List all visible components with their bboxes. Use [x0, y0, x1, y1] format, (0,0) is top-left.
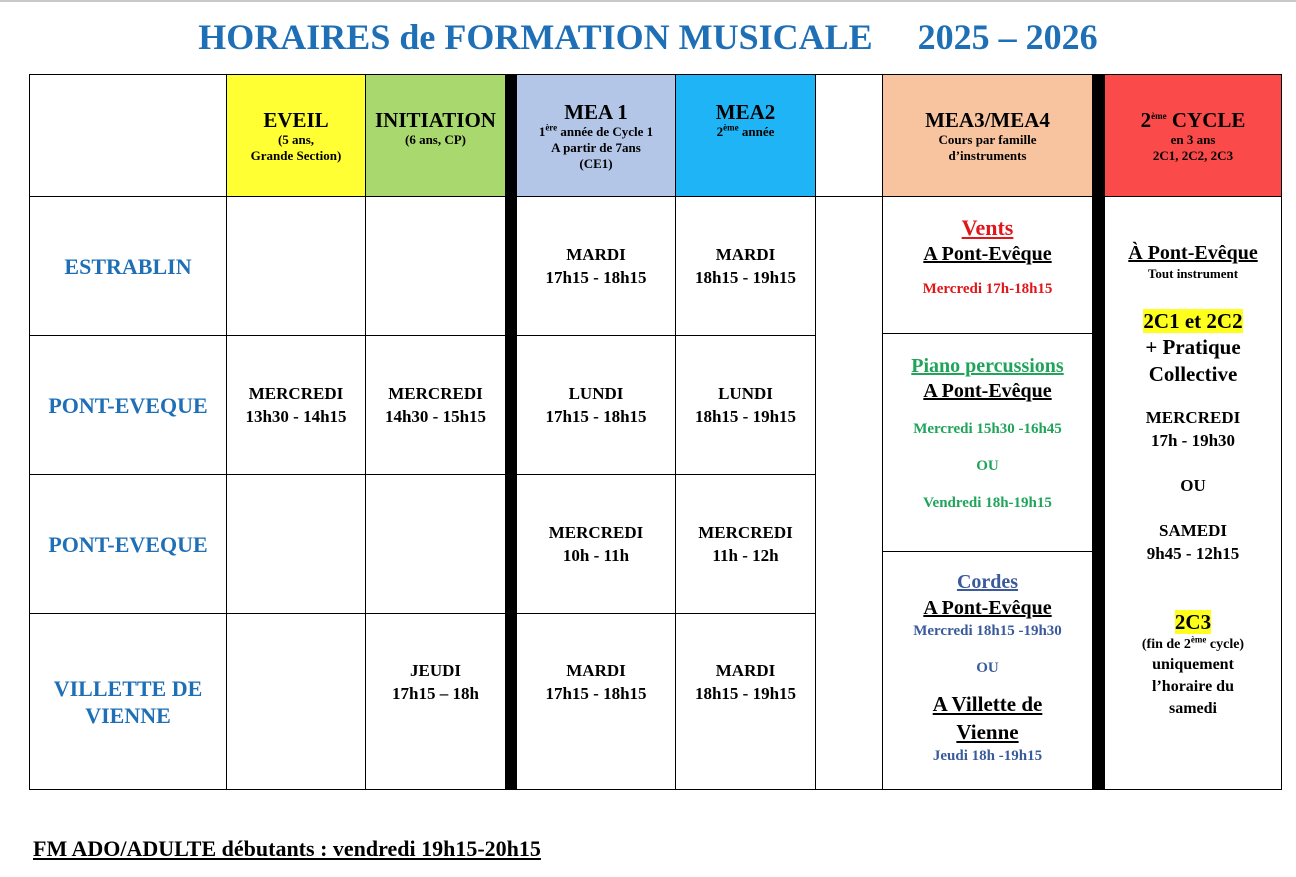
- header-cycle2-sub2: 2C1, 2C2, 2C3: [1152, 147, 1234, 163]
- header-mea34-name: MEA3/MEA4: [925, 107, 1050, 132]
- schedule-time: 17h15 - 18h15: [545, 407, 647, 426]
- header-mea34-sub2: d’instruments: [948, 147, 1027, 163]
- mea34-piano-place: A Pont-Evêque: [923, 380, 1052, 402]
- schedule-cell-mea2: [675, 474, 816, 614]
- header-cycle2-name: 2ème CYCLE: [1140, 107, 1246, 132]
- header-eveil: [226, 74, 366, 197]
- spacer-column: [815, 196, 883, 790]
- schedule-time: 10h - 11h: [562, 546, 630, 565]
- header-mea34-sub1: Cours par famille: [938, 131, 1037, 147]
- header-mea2-sub1: 2ème année: [716, 122, 775, 139]
- header-initiation-sub1: (6 ans, CP): [404, 131, 467, 147]
- mea34-cordes-place2b: Vienne: [956, 720, 1019, 744]
- footer-note: FM ADO/ADULTE débutants : vendredi 19h15-20h15: [33, 836, 541, 861]
- header-mea34: [882, 74, 1093, 197]
- mea34-cordes-place1: A Pont-Evêque: [923, 597, 1052, 619]
- town-cell: [29, 196, 227, 336]
- separator-bar-left: [506, 74, 516, 790]
- cycle2-only-line1: uniquement: [1152, 656, 1234, 673]
- schedule-time: 17h15 – 18h: [392, 684, 479, 703]
- header-spacer: [815, 74, 883, 197]
- schedule-day: MARDI: [566, 661, 626, 680]
- cycle2-or: OU: [1180, 476, 1206, 495]
- town-name-line1: VILLETTE DE: [53, 675, 203, 701]
- page-title: HORAIRES de FORMATION MUSICALE 2025 – 2026: [198, 17, 1098, 57]
- town-name: PONT-EVEQUE: [48, 531, 208, 557]
- cycle2-only-line2: l’horaire du: [1152, 678, 1234, 695]
- cycle2-time2: 9h45 - 12h15: [1146, 544, 1240, 563]
- schedule-day: MARDI: [715, 661, 776, 680]
- schedule-day: MARDI: [715, 245, 776, 264]
- town-name: PONT-EVEQUE: [48, 392, 208, 418]
- mea34-cordes-cell: [882, 551, 1093, 790]
- schedule-cell-initiation: [365, 613, 506, 790]
- schedule-time: 18h15 - 19h15: [694, 407, 797, 426]
- schedule-cell-initiation: [365, 474, 506, 614]
- header-cycle2-sub1: en 3 ans: [1170, 131, 1216, 147]
- header-eveil-sub1: (5 ans,: [277, 131, 315, 147]
- schedule-cell-eveil: [226, 196, 366, 336]
- schedule-cell-mea1: [516, 335, 676, 475]
- schedule-day: LUNDI: [718, 384, 773, 403]
- header-mea1-name: MEA 1: [564, 99, 628, 124]
- mea34-piano-time2: Vendredi 18h-19h15: [923, 495, 1052, 511]
- town-name-line2: VIENNE: [85, 702, 171, 728]
- header-initiation: [365, 74, 506, 197]
- mea34-piano-or: OU: [976, 458, 999, 474]
- cycle2-cell: [1104, 196, 1282, 790]
- header-mea2-name: MEA2: [715, 99, 776, 124]
- header-initiation-name: INITIATION: [375, 107, 496, 132]
- schedule-time: 18h15 - 19h15: [694, 684, 797, 703]
- schedule-cell-eveil: [226, 474, 366, 614]
- header-mea1-sub2: A partir de 7ans: [551, 139, 641, 155]
- schedule-time: 13h30 - 14h15: [245, 407, 347, 426]
- town-name: ESTRABLIN: [64, 253, 192, 279]
- schedule-time: 14h30 - 15h15: [384, 407, 487, 426]
- mea34-cordes-place2a: A Villette de: [932, 692, 1043, 716]
- cycle2-only-line3: samedi: [1169, 700, 1217, 717]
- cycle2-group2: 2C3: [1174, 610, 1212, 634]
- header-mea2: [675, 74, 816, 197]
- schedule-day: MERCREDI: [388, 384, 483, 403]
- mea34-piano-family: Piano percussions: [911, 355, 1064, 377]
- schedule-cell-initiation: [365, 196, 506, 336]
- mea34-vents-time: Mercredi 17h-18h15: [922, 281, 1053, 297]
- mea34-vents-cell: [882, 196, 1093, 334]
- schedule-cell-eveil: [226, 613, 366, 790]
- mea34-cordes-family: Cordes: [956, 571, 1019, 593]
- header-cycle2: [1104, 74, 1282, 197]
- schedule-day: JEUDI: [409, 661, 461, 680]
- mea34-cordes-time2: Jeudi 18h -19h15: [932, 748, 1043, 764]
- town-cell: [29, 335, 227, 475]
- schedule-cell-mea1: [516, 474, 676, 614]
- schedule-time: 17h15 - 18h15: [545, 684, 647, 703]
- separator-bar-right: [1093, 74, 1104, 790]
- cycle2-day2: SAMEDI: [1158, 521, 1227, 540]
- header-mea1-sub1: 1ère année de Cycle 1: [538, 122, 654, 139]
- mea34-vents-place: A Pont-Evêque: [923, 243, 1052, 265]
- mea34-piano-cell: [882, 333, 1093, 552]
- header-corner: [29, 74, 227, 197]
- town-cell: [29, 474, 227, 614]
- header-eveil-sub2: Grande Section): [250, 147, 342, 163]
- schedule-cell-mea1: [516, 196, 676, 336]
- schedule-day: MERCREDI: [248, 384, 344, 403]
- top-rule: [0, 0, 1296, 2]
- schedule-cell-mea1: [516, 613, 676, 790]
- schedule-day: MERCREDI: [548, 523, 644, 542]
- cycle2-practice-line1: + Pratique: [1145, 335, 1241, 359]
- schedule-time: 18h15 - 19h15: [694, 268, 797, 287]
- schedule-time: 11h - 12h: [712, 546, 779, 565]
- mea34-cordes-or: OU: [976, 660, 999, 676]
- cycle2-group1: 2C1 et 2C2: [1143, 309, 1243, 333]
- town-cell: [29, 613, 227, 790]
- schedule-day: LUNDI: [568, 384, 624, 403]
- schedule-cell-mea2: [675, 613, 816, 790]
- schedule-cell-mea2: [675, 196, 816, 336]
- schedule-day: MARDI: [566, 245, 626, 264]
- mea34-vents-family: Vents: [961, 215, 1014, 240]
- cycle2-place: À Pont-Evêque: [1128, 242, 1258, 264]
- cycle2-instrument: Tout instrument: [1147, 266, 1239, 281]
- header-mea1: [516, 74, 676, 197]
- cycle2-time1: 17h - 19h30: [1150, 431, 1236, 450]
- schedule-cell-eveil: [226, 335, 366, 475]
- schedule-time: 17h15 - 18h15: [545, 268, 647, 287]
- cycle2-practice-line2: Collective: [1148, 362, 1238, 386]
- cycle2-day1: MERCREDI: [1145, 408, 1241, 427]
- header-mea1-sub3: (CE1): [579, 155, 613, 171]
- schedule-cell-initiation: [365, 335, 506, 475]
- mea34-cordes-time1: Mercredi 18h15 -19h30: [913, 623, 1062, 639]
- header-eveil-name: EVEIL: [263, 107, 329, 132]
- schedule-cell-mea2: [675, 335, 816, 475]
- mea34-piano-time1: Mercredi 15h30 -16h45: [913, 421, 1062, 437]
- schedule-day: MERCREDI: [698, 523, 793, 542]
- cycle2-note: (fin de 2ème cycle): [1141, 634, 1245, 652]
